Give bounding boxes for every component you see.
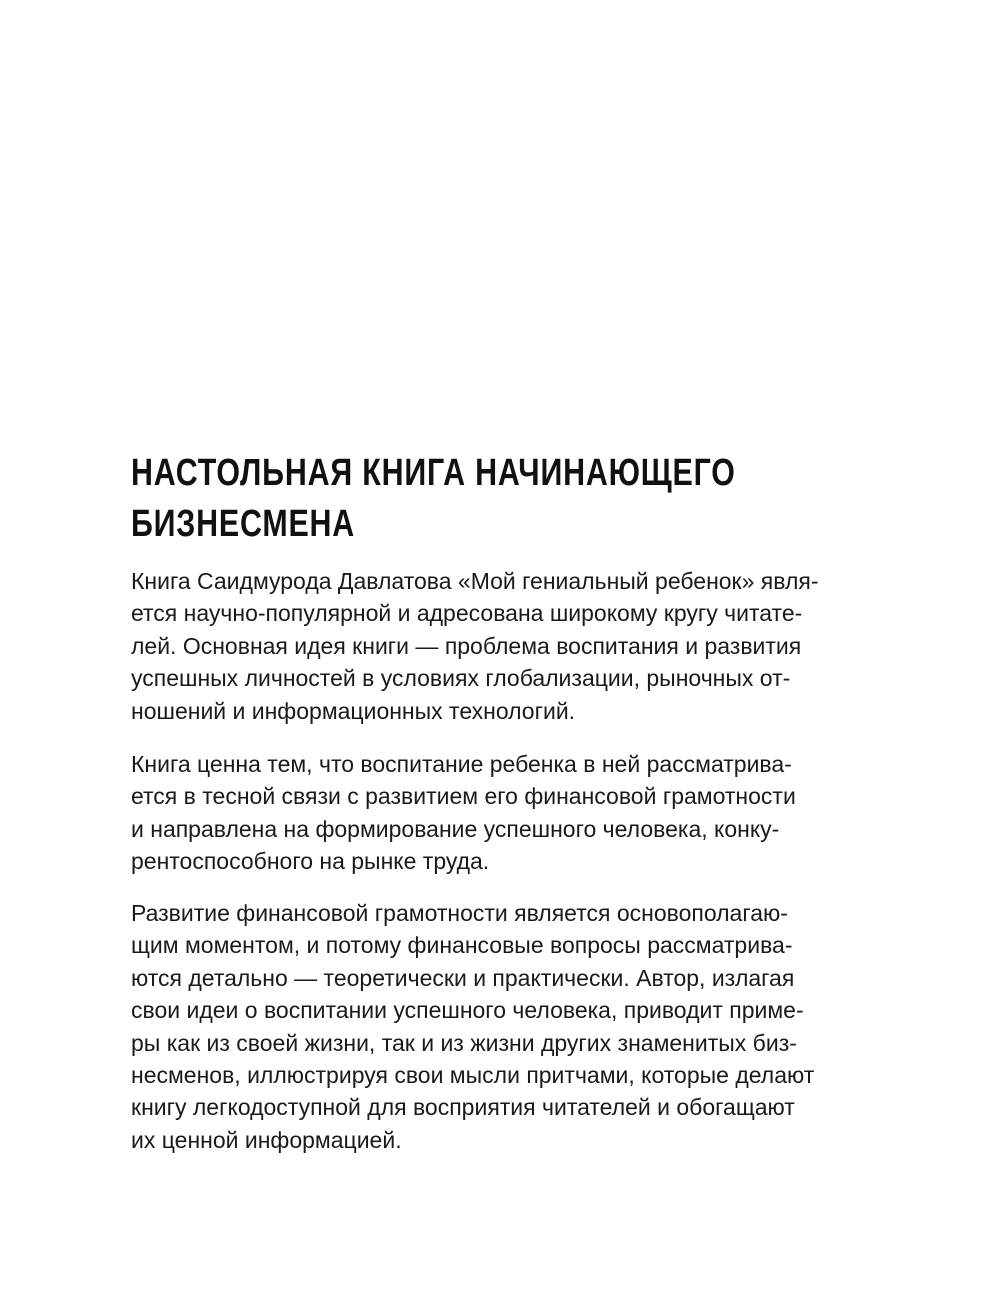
paragraph-line: Развитие финансовой грамотности является основополагаю- — [131, 900, 788, 926]
paragraph-3 — [131, 897, 815, 1156]
paragraph-line: свои идеи о воспитании успешного человека, приводит приме- — [131, 997, 804, 1024]
paragraph-line: их ценной информацией. — [131, 1126, 402, 1153]
paragraph-line: успешных личностей в условиях глобализации, рыночных от- — [131, 665, 791, 692]
paragraph-line: ется в тесной связи с развитием его финансовой грамотности — [131, 783, 796, 810]
paragraph-line: несменов, иллюстрируя свои мысли притчами, которые делают — [131, 1061, 815, 1088]
paragraph-line: Книга Саидмурода Давлатова «Мой гениальный ребенок» явля- — [131, 568, 819, 594]
heading-line-1: НАСТОЛЬНАЯ КНИГА НАЧИНАЮЩЕГО — [131, 452, 736, 494]
paragraph-line: ется научно-популярной и адресована широкому кругу читате- — [131, 600, 803, 627]
paragraph-line: ношений и информационных технологий. — [131, 697, 576, 724]
paragraph-line: щим моментом, и потому финансовые вопросы рассматрива- — [131, 932, 793, 959]
paragraph-1 — [131, 565, 819, 727]
heading-line-2: БИЗНЕСМЕНА — [131, 503, 356, 545]
paragraph-line: книгу легкодоступной для восприятия читателей и обогащают — [131, 1094, 795, 1121]
paragraph-line: и направлена на формирование успешного человека, конку- — [131, 815, 780, 842]
paragraph-line: ры как из своей жизни, так и из жизни других знаменитых биз- — [131, 1029, 797, 1056]
paragraph-line: лей. Основная идея книги — проблема воспитания и развития — [131, 632, 802, 659]
page-heading — [131, 448, 736, 550]
paragraph-line: ются детально — теоретически и практически. Автор, излагая — [131, 964, 795, 991]
paragraph-2 — [131, 748, 796, 878]
paragraph-line: Книга ценна тем, что воспитание ребенка в ней рассматрива- — [131, 751, 792, 777]
paragraph-line: рентоспособного на рынке труда. — [131, 848, 490, 875]
